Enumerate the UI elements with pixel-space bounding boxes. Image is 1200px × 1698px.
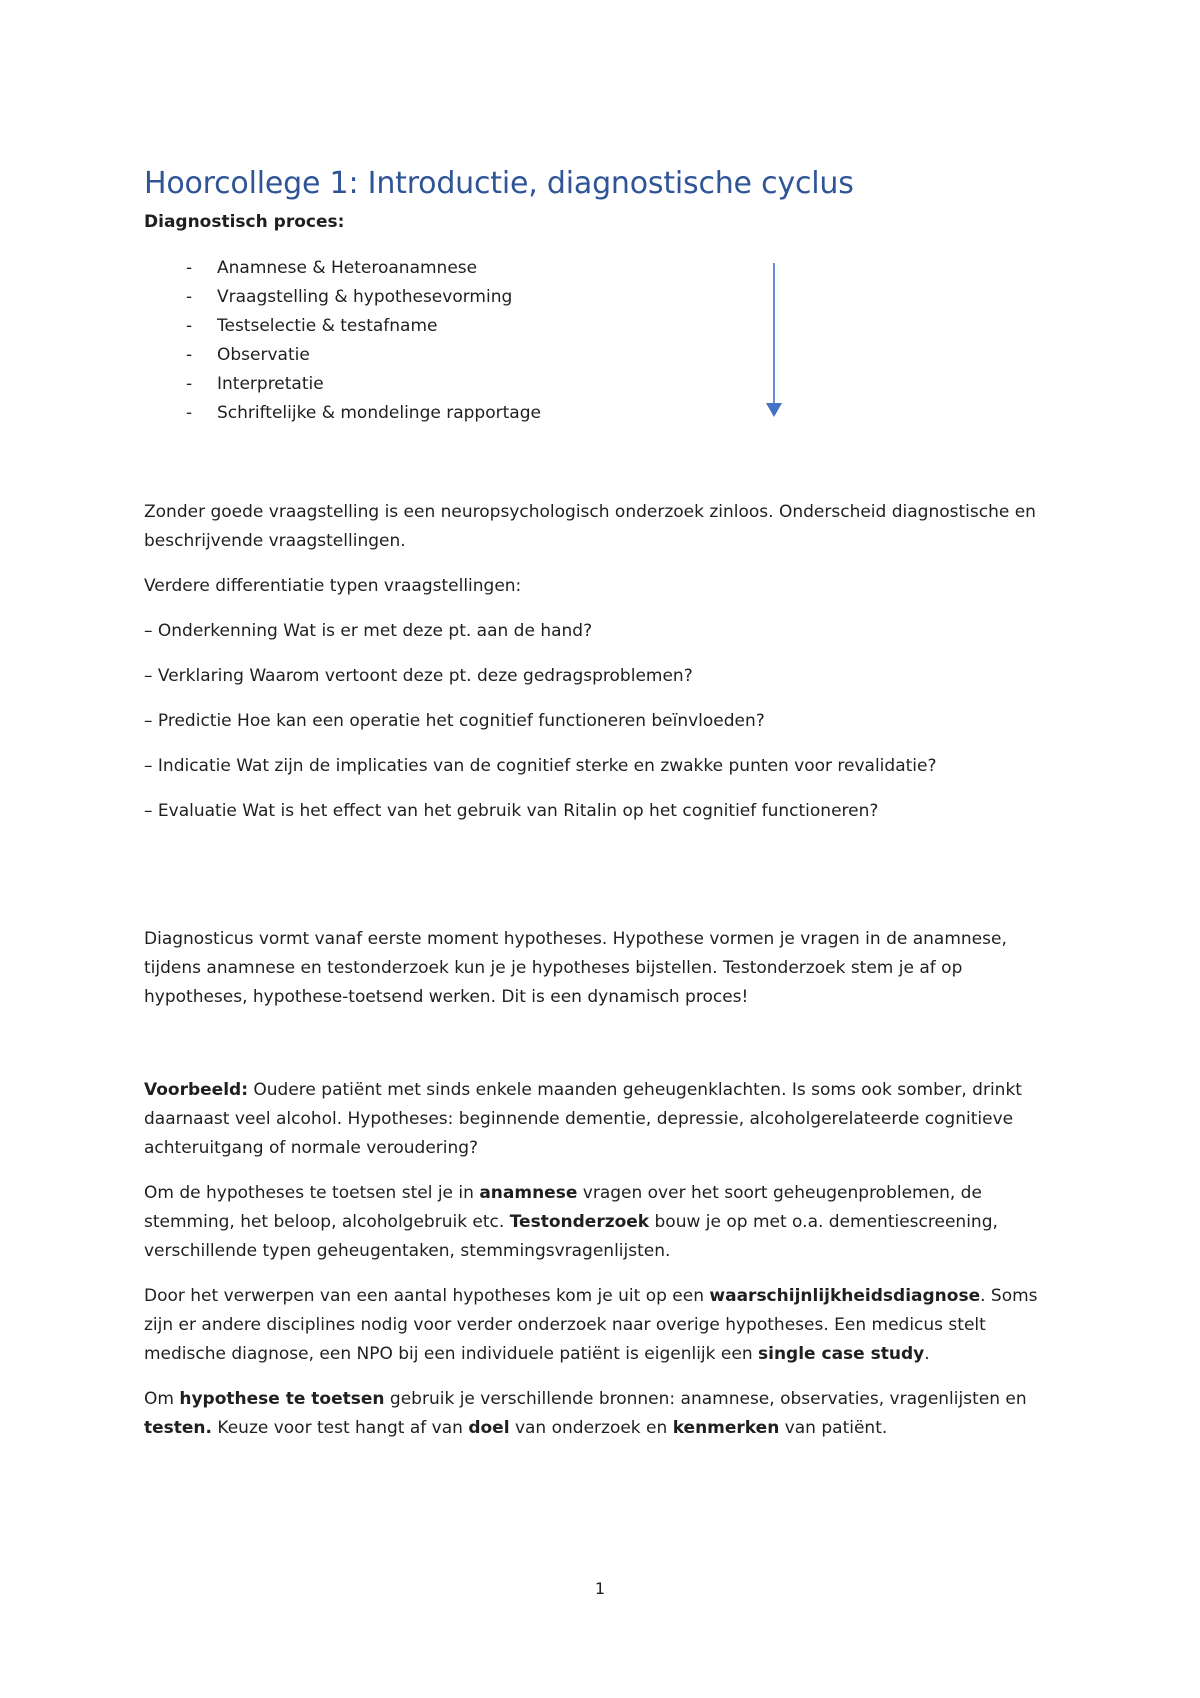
list-item: - Vraagstelling & hypothesevorming <box>144 283 1064 312</box>
list-item: - Interpretatie <box>144 370 1064 399</box>
question-type-predictie: – Predictie Hoe kan een operatie het cognitief functioneren beïnvloeden? <box>144 711 765 731</box>
list-item: - Observatie <box>144 341 1064 370</box>
question-type-indicatie: – Indicatie Wat zijn de implicaties van de cognitief sterke en zwakke punten voor revalidatie? <box>144 756 937 776</box>
list-item: - Testselectie & testafname <box>144 312 1064 341</box>
paragraph-hypotheses: Diagnosticus vormt vanaf eerste moment hypotheses. Hypothese vormen je vragen in de anamnese, tijdens anamnese en testonderzoek kun je je hypotheses bijstellen. Testonderzoek stem je af op hypotheses, hypothese-toetsend werken. Dit is een dynamisch proces! <box>144 929 1007 1007</box>
arrow-down-icon <box>762 261 786 421</box>
list-dash: - <box>186 374 193 394</box>
list-item: - Anamnese & Heteroanamnese <box>144 254 1064 283</box>
voorbeeld-label: Voorbeeld: <box>144 1080 248 1100</box>
question-type-evaluatie: – Evaluatie Wat is het effect van het gebruik van Ritalin op het cognitief functioneren? <box>144 801 879 821</box>
page-title: Hoorcollege 1: Introductie, diagnostische cyclus <box>144 166 854 201</box>
arrow-head <box>766 403 782 417</box>
page-number: 1 <box>594 1579 606 1598</box>
list-dash: - <box>186 258 193 278</box>
question-type-onderkenning: – Onderkenning Wat is er met deze pt. aan de hand? <box>144 621 593 641</box>
section-heading: Diagnostisch proces: <box>144 212 345 232</box>
paragraph-diagnose: Door het verwerpen van een aantal hypotheses kom je uit op een waarschijnlijkheidsdiagnose. Soms zijn er andere disciplines nodig voor verder onderzoek naar overige hypotheses. Een medicus stelt medische diagnose, een NPO bij een individuele patiënt is eigenlijk een single case study. <box>144 1286 1038 1364</box>
paragraph-bronnen: Om hypothese te toetsen gebruik je verschillende bronnen: anamnese, observaties, vragenlijsten en testen. Keuze voor test hangt af van doel van onderzoek en kenmerken van patiënt. <box>144 1389 1027 1438</box>
question-type-verklaring: – Verklaring Waarom vertoont deze pt. deze gedragsproblemen? <box>144 666 693 686</box>
paragraph-voorbeeld: Voorbeeld: Oudere patiënt met sinds enkele maanden geheugenklachten. Is soms ook somber, drinkt daarnaast veel alcohol. Hypotheses: beginnende dementie, depressie, alcoholgerelateerde cognitieve achteruitgang of normale veroudering? <box>144 1080 1022 1158</box>
list-dash: - <box>186 316 193 336</box>
page-content <box>144 164 1064 1443</box>
list-dash: - <box>186 403 193 423</box>
list-dash: - <box>186 287 193 307</box>
list-dash: - <box>186 345 193 365</box>
list-item: - Schriftelijke & mondelinge rapportage <box>144 399 1064 428</box>
process-step-list <box>144 254 1064 428</box>
paragraph-toetsen: Om de hypotheses te toetsen stel je in anamnese vragen over het soort geheugenproblemen, de stemming, het beloop, alcoholgebruik etc. Testonderzoek bouw je op met o.a. dementiescreening, verschillende typen geheugentaken, stemmingsvragenlijsten. <box>144 1183 998 1261</box>
paragraph-vraagstelling: Zonder goede vraagstelling is een neuropsychologisch onderzoek zinloos. Onderscheid diagnostische en beschrijvende vraagstellingen. <box>144 502 1036 551</box>
paragraph-differentiatie: Verdere differentiatie typen vraagstellingen: <box>144 576 522 596</box>
